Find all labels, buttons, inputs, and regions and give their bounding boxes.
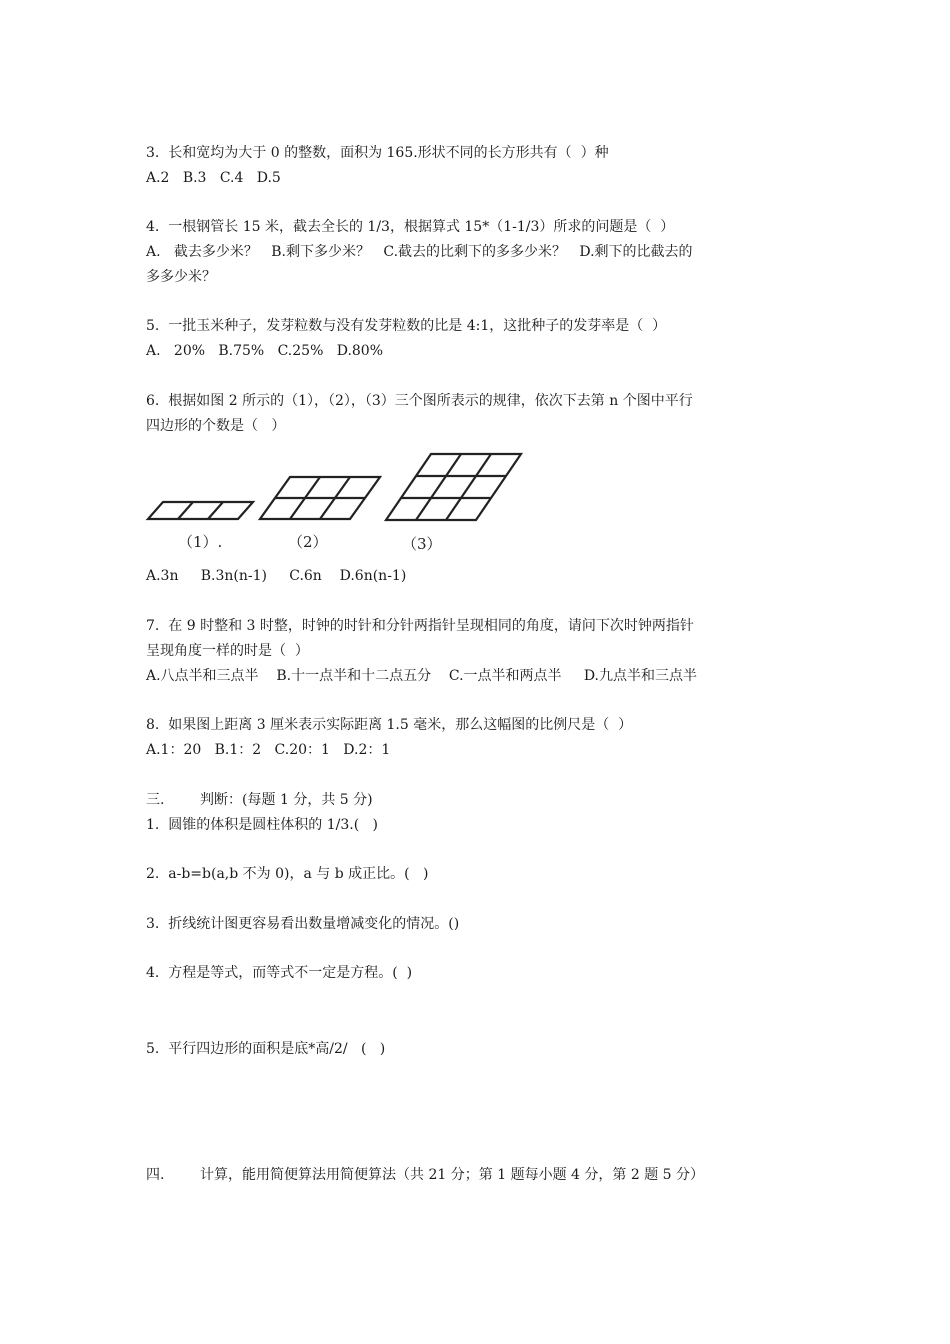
parallelogram-pattern-figure <box>140 446 540 558</box>
judgment-item-5: 5. 平行四边形的面积是底*高/2/ ( ) <box>146 1041 386 1057</box>
judgment-item-3: 3. 折线统计图更容易看出数量增减变化的情况。() <box>146 916 460 932</box>
question-4-stem: 4. 一根钢管长 15 米，截去全长的 1/3，根据算式 15*（1-1/3）所求的问题是（ ） <box>146 219 675 235</box>
question-7-stem-cont: 呈现角度一样的时是（ ） <box>146 643 309 659</box>
section-4-heading: 四. 计算，能用简便算法用简便算法（共 21 分；第 1 题每小题 4 分，第 2 题 5 分） <box>146 1167 704 1183</box>
figure-1-grid <box>148 502 253 519</box>
question-6-stem: 6. 根据如图 2 所示的（1），（2），（3）三个图所表示的规律，依次下去第 n 个图中平行 <box>146 393 693 409</box>
figure-3-label: （3） <box>402 535 442 553</box>
judgment-item-2: 2. a-b=b(a,b 不为 0)，a 与 b 成正比。( ) <box>146 866 429 882</box>
figure-3-grid <box>386 454 521 520</box>
section-3-heading: 三. 判断：(每题 1 分，共 5 分) <box>146 792 373 808</box>
judgment-item-4: 4. 方程是等式，而等式不一定是方程。( ) <box>146 965 413 981</box>
question-4-options-cont: 多多少米？ <box>146 269 216 285</box>
question-6-options: A.3n B.3n(n-1) C.6n D.6n(n-1) <box>146 568 407 584</box>
figure-2-grid <box>260 477 380 519</box>
question-8-options: A.1：20 B.1：2 C.20：1 D.2：1 <box>146 742 391 758</box>
question-7-options: A.八点半和三点半 B.十一点半和十二点五分 C.一点半和两点半 D.九点半和三点半 <box>146 668 697 684</box>
question-7-stem: 7. 在 9 时整和 3 时整，时钟的时针和分针两指针呈现相同的角度，请问下次时钟两指针 <box>146 618 694 634</box>
question-8-stem: 8. 如果图上距离 3 厘米表示实际距离 1.5 毫米，那么这幅图的比例尺是（ ） <box>146 717 633 733</box>
judgment-item-1: 1. 圆锥的体积是圆柱体积的 1/3.( ) <box>146 817 378 833</box>
figure-2-label: （2） <box>288 533 328 551</box>
question-3-options: A.2 B.3 C.4 D.5 <box>146 170 281 186</box>
question-4-options: A. 截去多少米？ B.剩下多少米？ C.截去的比剩下的多多少米？ D.剩下的比截去的 <box>146 244 693 260</box>
question-3-stem: 3. 长和宽均为大于 0 的整数，面积为 165.形状不同的长方形共有（ ）种 <box>146 145 609 161</box>
question-5-options: A. 20% B.75% C.25% D.80% <box>146 343 384 359</box>
question-6-stem-cont: 四边形的个数是（ ） <box>146 418 286 434</box>
question-5-stem: 5. 一批玉米种子，发芽粒数与没有发芽粒数的比是 4:1，这批种子的发芽率是（ ） <box>146 318 667 334</box>
figure-1-label: （1）. <box>178 533 223 551</box>
